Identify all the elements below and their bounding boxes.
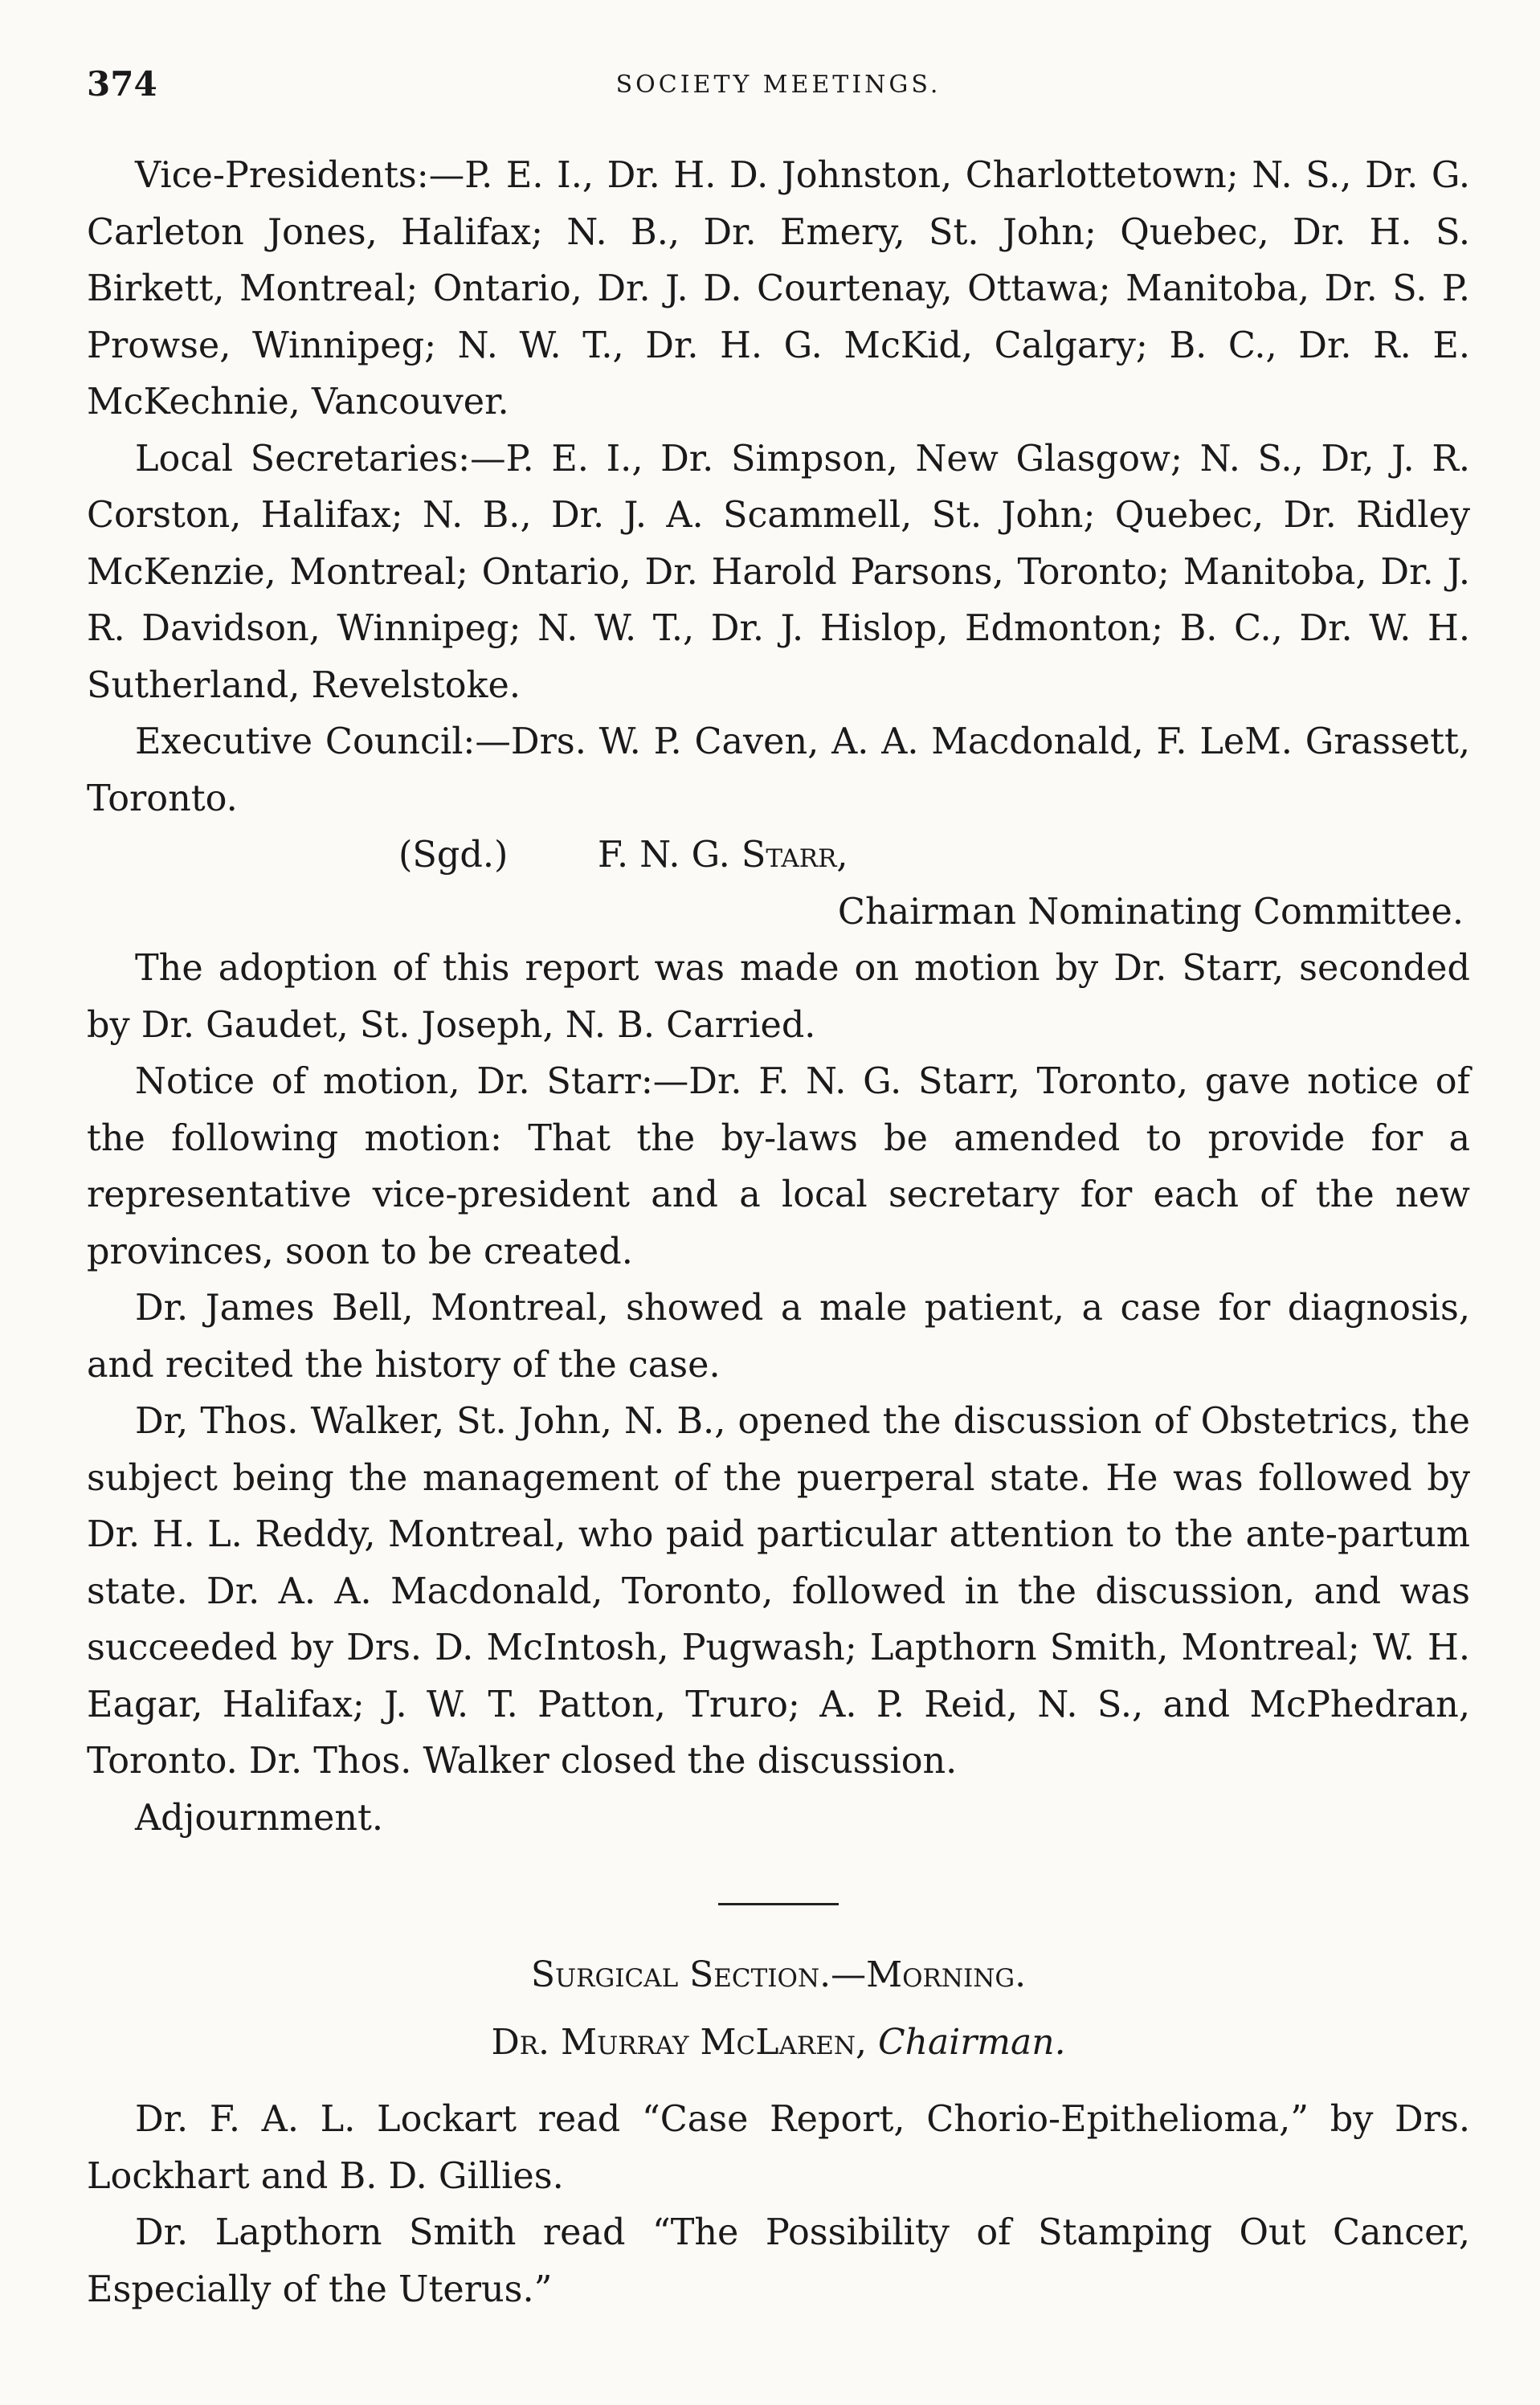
obstetrics-discussion-paragraph: Dr, Thos. Walker, St. John, N. B., opened the discussion of Obstetrics, the subject being the management of the puerperal state. He was followed by Dr. H. L. Reddy, Montreal, who paid particular attention to the ante-partum state. Dr. A. A. Macdonald, Toronto, followed in the discussion, and was succeeded by Drs. D. McIntosh, Pugwash; Lapthorn Smith, Montreal; W. H. Eagar, Halifax; J. W. T. Patton, Truro; A. P. Reid, N. S., and McPhedran, Toronto. Dr. Thos. Walker closed the discussion. — [87, 1401, 1470, 1782]
adoption-paragraph: The adoption of this report was made on motion by Dr. Starr, seconded by Dr. Gaudet, St. Joseph, N. B. Carried. — [87, 948, 1470, 1046]
signature-line — [87, 827, 1470, 884]
running-head — [87, 64, 1470, 120]
signature-title: Chairman Nominating Committee. — [837, 891, 1464, 933]
notice-of-motion-paragraph: Notice of motion, Dr. Starr:—Dr. F. N. G. Starr, Toronto, gave notice of the following motion: That the by-laws be amended to provide for a representative vice-president and a local secretary for each of the new provinces, soon to be created. — [87, 1061, 1470, 1272]
lapthorn-paragraph: Dr. Lapthorn Smith read “The Possibility of Stamping Out Cancer, Especially of the Uterus.” — [87, 2212, 1470, 2310]
local-secretaries-paragraph: Local Secretaries:—P. E. I., Dr. Simpson, New Glasgow; N. S., Dr, J. R. Corston, Halifax; N. B., Dr. J. A. Scammell, St. John; Quebec, Dr. Ridley McKenzie, Montreal; Ontario, Dr. Harold Parsons, Toronto; Manitoba, Dr. J. R. Davidson, Winnipeg; N. W. T., Dr. J. Hislop, Edmonton; B. C., Dr. W. H. Sutherland, Revelstoke. — [87, 438, 1470, 706]
section-chair-role: Chairman. — [877, 2022, 1066, 2063]
lockart-paragraph: Dr. F. A. L. Lockart read “Case Report, Chorio-Epithelioma,” by Drs. Lockhart and B. D. Gillies. — [87, 2099, 1470, 2197]
james-bell-paragraph: Dr. James Bell, Montreal, showed a male patient, a case for diagnosis, and recited the history of the case. — [87, 1288, 1470, 1386]
signature-name: F. N. G. Starr, — [598, 835, 848, 876]
book-page — [87, 64, 1470, 2318]
running-head-title: SOCIETY MEETINGS. — [615, 71, 942, 99]
section-divider — [718, 1903, 839, 1905]
section-heading: Surgical Section.—Morning. — [530, 1954, 1027, 1995]
section-chair-name: Dr. Murray McLaren, — [491, 2022, 867, 2063]
section-chair-line — [87, 2015, 1470, 2071]
page-number: 374 — [87, 64, 157, 104]
executive-council-paragraph: Executive Council:—Drs. W. P. Caven, A. A. Macdonald, F. LeM. Grassett, Toronto. — [87, 721, 1470, 819]
signature-label: (Sgd.) — [398, 835, 509, 876]
vice-presidents-paragraph: Vice-Presidents:—P. E. I., Dr. H. D. Johnston, Charlottetown; N. S., Dr. G. Carleton Jones, Halifax; N. B., Dr. Emery, St. John; Quebec, Dr. H. S. Birkett, Montreal; Ontario, Dr. J. D. Courtenay, Ottawa; Manitoba, Dr. S. P. Prowse, Winnipeg; N. W. T., Dr. H. G. McKid, Calgary; B. C., Dr. R. E. McKechnie, Vancouver. — [87, 155, 1470, 423]
adjournment-paragraph: Adjournment. — [135, 1797, 384, 1839]
